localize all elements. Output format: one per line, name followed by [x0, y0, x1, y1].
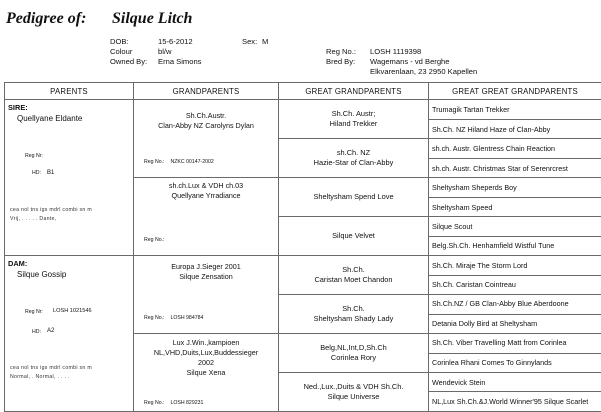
- ggg-5: Sheltysham Sheperds Boy: [429, 178, 601, 197]
- great-grandparent-8: Ned.,Lux.,Duits & VDH Sh.Ch. Silque Universe: [279, 372, 429, 411]
- great-grandparent-3: Sheltysham Spend Love: [279, 178, 429, 217]
- great-grandparent-7: Belg,NL,Int,D,Sh.Ch Corinlea Rory: [279, 334, 429, 373]
- grandparent-1: [134, 100, 279, 178]
- grandparent-2: [134, 178, 279, 256]
- dam-reg-label: Reg Nr:: [25, 309, 43, 316]
- ggg-12: Detania Dolly Bird at Sheltysham: [429, 314, 601, 333]
- sire-hd-label: HD:: [32, 170, 41, 177]
- dog-name: Silque Litch: [112, 10, 193, 27]
- ggg-2: Sh.Ch. NZ Hiland Haze of Clan-Abby: [429, 119, 601, 138]
- reg-no-value: LOSH 1119398: [370, 47, 422, 56]
- sex-label: Sex:: [242, 37, 258, 46]
- breeder-address: Elkvarenlaan, 23 2950 Kapellen: [370, 67, 478, 76]
- great-grandparent-6: Sh.Ch. Sheltysham Shady Lady: [279, 295, 429, 334]
- grandparent-1-reg-label: Reg No.:: [144, 159, 165, 166]
- dam-name: Silque Gossip: [17, 270, 67, 280]
- col-header-grandparents: GRANDPARENTS: [134, 83, 279, 100]
- ggg-8: Belg.Sh.Ch. Henhamfield Wistful Tune: [429, 236, 601, 255]
- owned-by-label: Owned By:: [110, 57, 148, 66]
- dam-cell: [5, 256, 134, 412]
- sire-cell: [5, 100, 134, 256]
- great-grandparent-4: Silque Velvet: [279, 217, 429, 256]
- ggg-9: Sh.Ch. Miraje The Storm Lord: [429, 256, 601, 275]
- breeder-value: Wagemans - vd Berghe: [370, 57, 450, 66]
- ggg-14: Corinlea Rhani Comes To Ginnylands: [429, 353, 601, 372]
- grandparent-1-reg-value: NZKC 00147-2002: [170, 159, 214, 166]
- bred-by-label: Bred By:: [326, 57, 356, 66]
- grandparent-4-name: Lux J.Win.,kampioen NL,VHD,Duits,Lux,Buddessieger 2002 Silque Xena: [153, 338, 259, 378]
- dam-reg-value: LOSH 1021546: [53, 308, 92, 315]
- grandparent-4: [134, 334, 279, 412]
- reg-no-label: Reg No.:: [326, 47, 356, 56]
- colour-value: bl/w: [158, 47, 172, 56]
- ggg-15: Wendevick Stein: [429, 372, 601, 391]
- sex-value: M: [262, 37, 269, 46]
- ggg-3: sh.ch. Austr. Glentress Chain Reaction: [429, 139, 601, 158]
- owner-value: Erna Simons: [158, 57, 202, 66]
- grandparent-4-reg-label: Reg No.:: [144, 400, 165, 406]
- ggg-16: NL,Lux Sh.Ch.&J.World Winner'95 Silque Scarlet: [429, 392, 601, 412]
- grandparent-3: [134, 256, 279, 334]
- ggg-6: Sheltysham Speed: [429, 197, 601, 216]
- grandparent-4-reg-value: LOSH 829231: [170, 400, 204, 406]
- sire-role-label: SIRE:: [8, 103, 28, 113]
- dob-value: 15-6-2012: [158, 37, 193, 46]
- ggg-4: sh.ch. Austr. Christmas Star of Serenrcrest: [429, 158, 601, 177]
- sire-cert-results: Vrij, . . . . . Dante,: [10, 216, 57, 223]
- pedigree-title: Pedigree of:: [6, 10, 87, 27]
- dam-hd-label: HD:: [32, 329, 41, 336]
- great-grandparent-1: Sh.Ch. Austr; Hiland Trekker: [279, 100, 429, 139]
- dam-cert-headings: cea nol tns igs mdrl combi sn m: [10, 365, 92, 372]
- great-grandparent-5: Sh.Ch. Caristan Moet Chandon: [279, 256, 429, 295]
- ggg-10: Sh.Ch. Caristan Cointreau: [429, 275, 601, 294]
- ggg-13: Sh.Ch. Viber Travelling Matt from Corinlea: [429, 334, 601, 353]
- dam-hd-value: A2: [47, 328, 55, 335]
- sire-reg-label: Reg Nr:: [25, 153, 43, 160]
- grandparent-2-name: sh.ch.Lux & VDH ch.03 Quellyane Yrradiance: [168, 181, 244, 201]
- ggg-1: Trumagik Tartan Trekker: [429, 100, 601, 119]
- dam-cert-results: Normal, . Normal, . . . .: [10, 374, 70, 381]
- grandparent-1-name: Sh.Ch.Austr. Clan-Abby NZ Carolyns Dylan: [158, 111, 254, 131]
- grandparent-3-reg-label: Reg No.:: [144, 315, 165, 322]
- pedigree-table: [4, 82, 601, 412]
- grandparent-2-reg-label: Reg No.:: [144, 237, 165, 244]
- sire-cert-headings: cea nol tns igs mdrl combi sn m: [10, 207, 92, 214]
- sire-name: Quellyane Eldante: [17, 114, 83, 124]
- col-header-parents: PARENTS: [5, 83, 134, 100]
- dob-label: DOB:: [110, 37, 129, 46]
- ggg-7: Silque Scout: [429, 217, 601, 236]
- sire-hd-value: B1: [47, 170, 55, 177]
- col-header-great-grandparents: GREAT GRANDPARENTS: [279, 83, 429, 100]
- great-grandparent-2: sh.Ch. NZ Hazie-Star of Clan-Abby: [279, 139, 429, 178]
- dam-role-label: DAM:: [8, 259, 28, 269]
- col-header-great-great-grandparents: GREAT GREAT GRANDPARENTS: [429, 83, 601, 100]
- grandparent-3-reg-value: LOSH 984784: [170, 315, 204, 322]
- ggg-11: Sh.Ch.NZ / GB Clan-Abby Blue Aberdoone: [429, 295, 601, 314]
- colour-label: Colour: [110, 47, 133, 56]
- grandparent-3-name: Europa J.Sieger 2001 Silque Zensation: [171, 262, 241, 282]
